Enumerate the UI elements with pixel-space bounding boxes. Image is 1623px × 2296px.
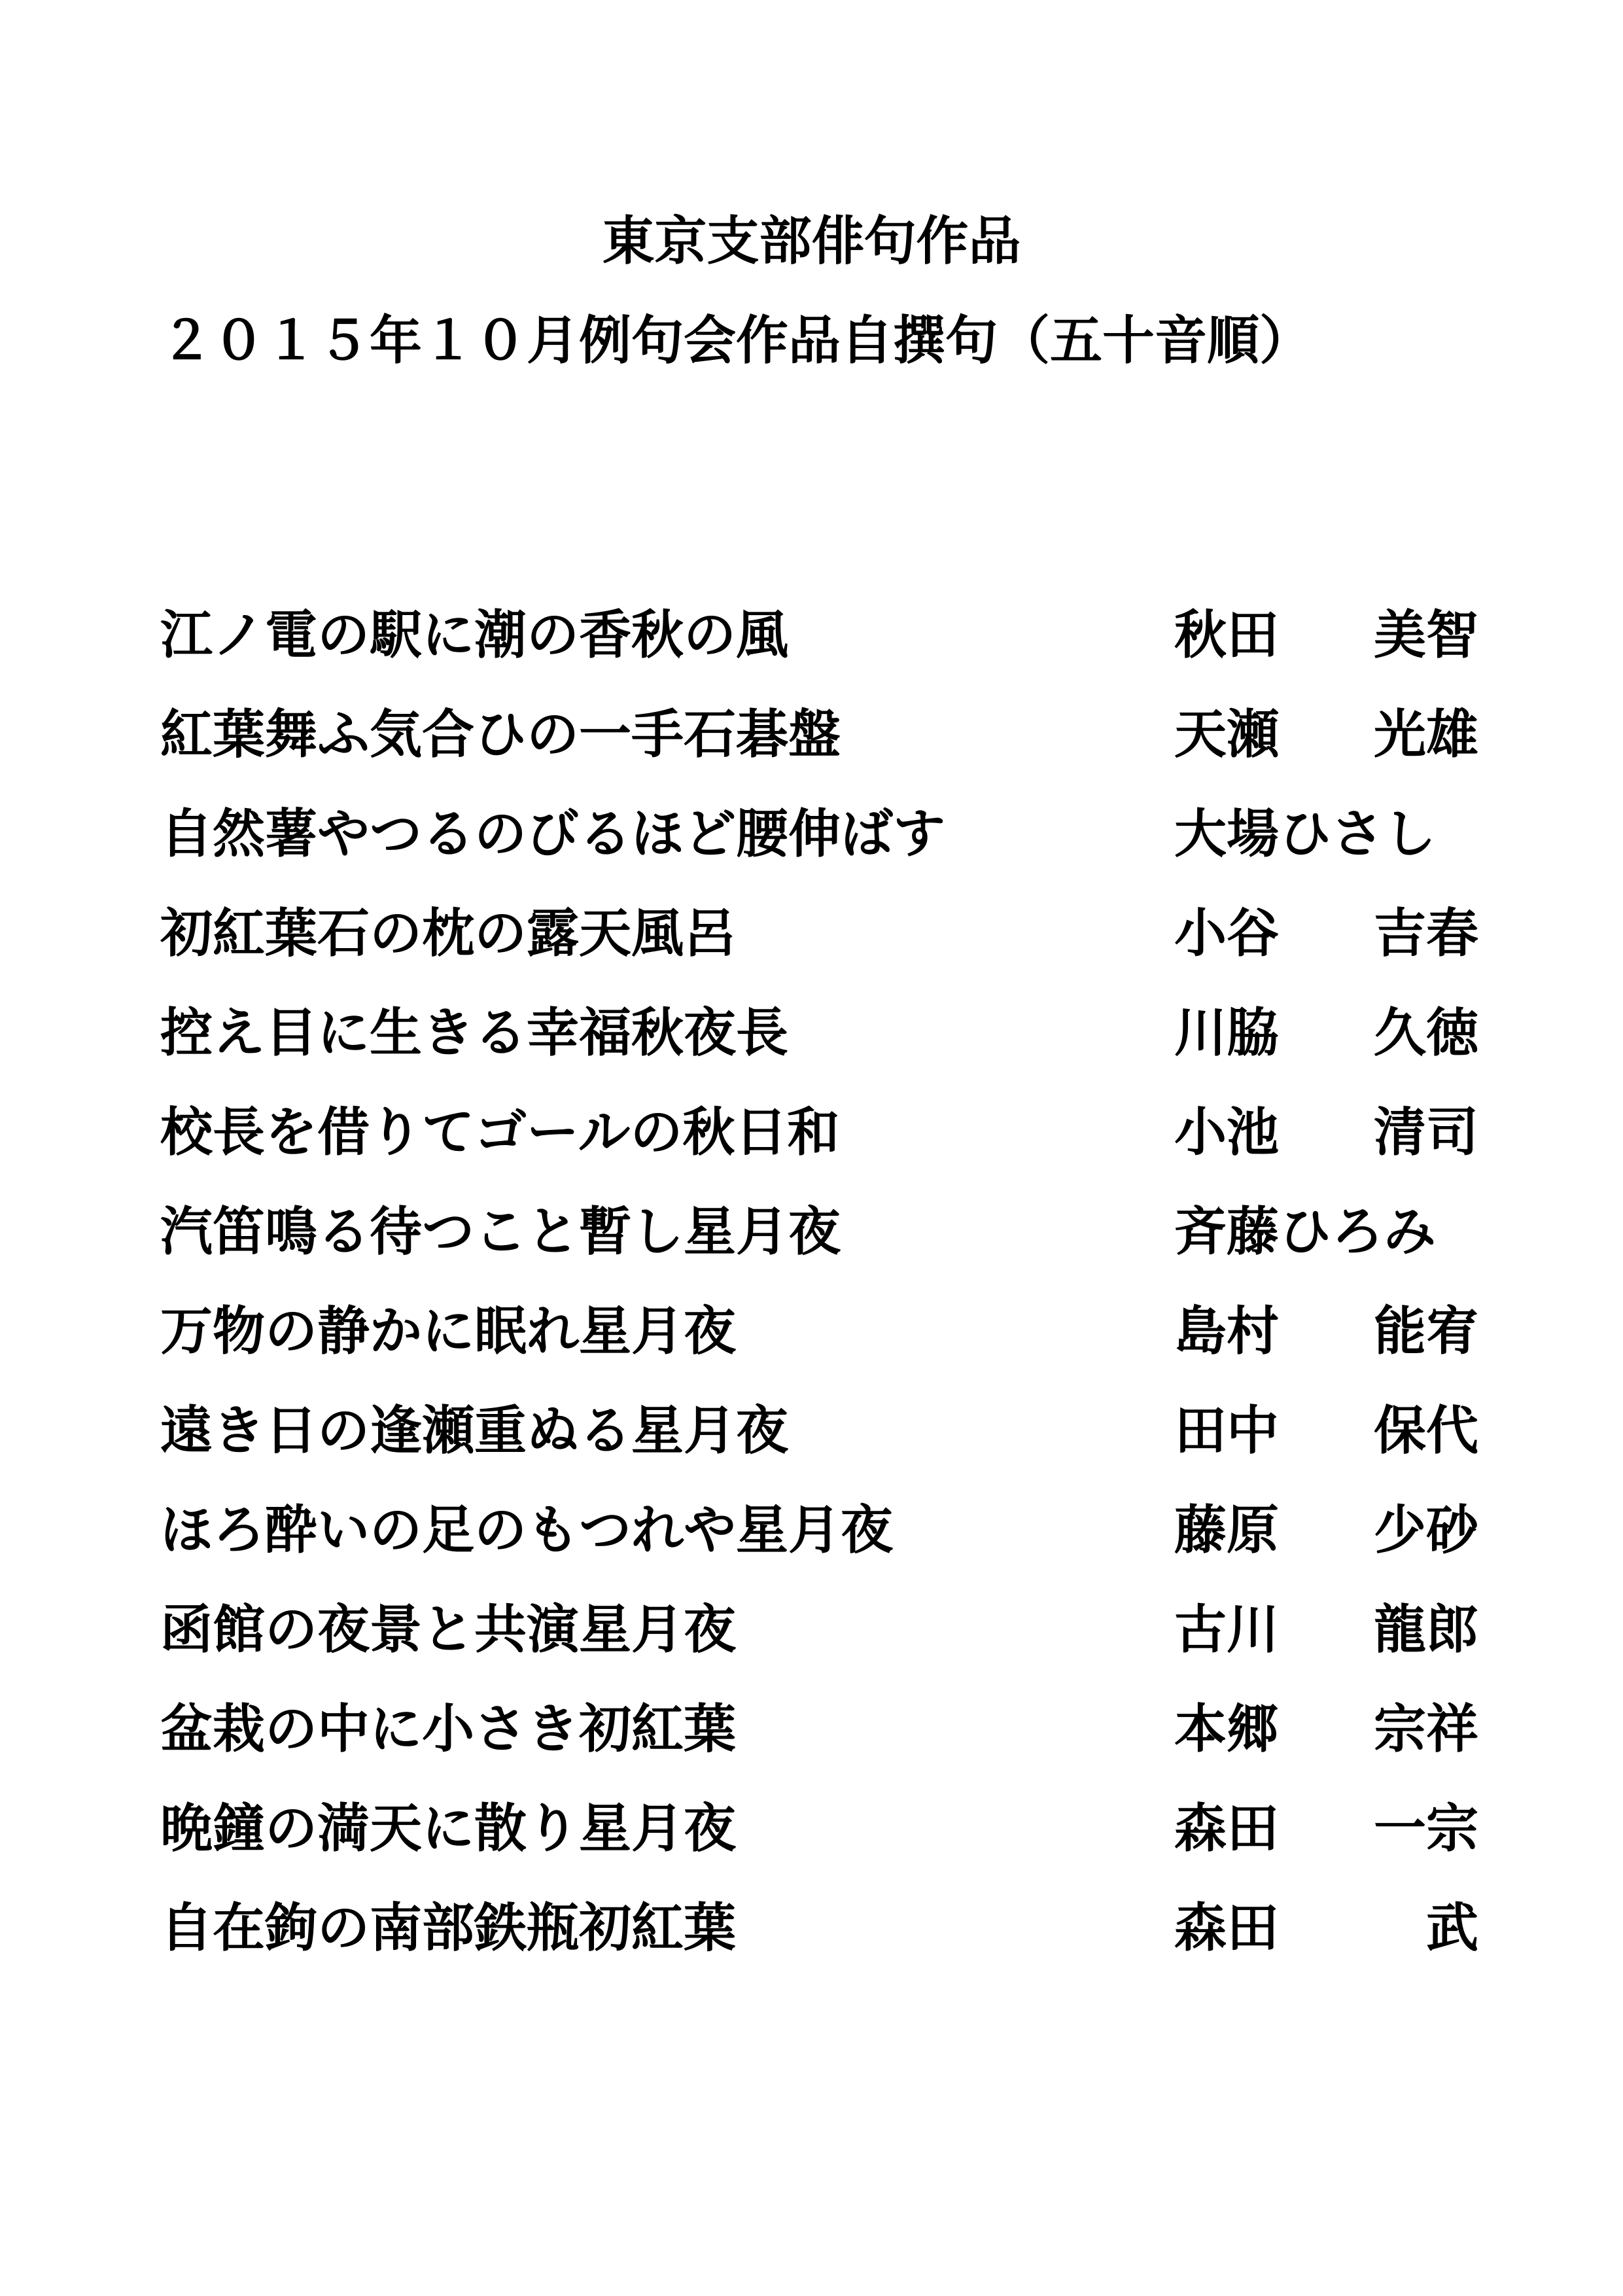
author-given-name: 少砂 [1374, 1499, 1478, 1561]
author-given-name: 一宗 [1374, 1797, 1478, 1859]
haiku-text: 遠き日の逢瀬重ぬる星月夜 [160, 1400, 788, 1461]
author-family-name: 本郷 [1174, 1698, 1279, 1759]
list-item [160, 1497, 1482, 1597]
list-item [160, 701, 1482, 801]
author-name [1174, 1298, 1478, 1364]
author-family-name: 川脇 [1174, 1002, 1279, 1063]
author-family-name: 小谷 [1174, 902, 1279, 964]
author-given-name: 保代 [1374, 1400, 1478, 1461]
author-given-name: 吉春 [1374, 902, 1478, 964]
author-name [1174, 1597, 1478, 1662]
author-given-name: 龍郎 [1374, 1598, 1478, 1660]
haiku-text: 函館の夜景と共演星月夜 [160, 1598, 736, 1660]
haiku-text: 初紅葉石の枕の露天風呂 [160, 902, 736, 964]
author-name [1174, 701, 1478, 767]
author-family-name: 島村 [1174, 1300, 1279, 1362]
haiku-list [160, 602, 1482, 1994]
haiku-text: ほろ酔いの足のもつれや星月夜 [160, 1499, 893, 1561]
author-given-name: 清司 [1374, 1101, 1478, 1163]
author-family-name: 斉藤ひろみ [1174, 1201, 1436, 1262]
author-name [1174, 1497, 1478, 1563]
haiku-text: 校長を借りてゴールの秋日和 [160, 1101, 840, 1163]
author-name [1174, 602, 1478, 667]
haiku-text: 自在鉤の南部鉄瓶初紅葉 [160, 1897, 736, 1958]
author-given-name: 宗祥 [1374, 1698, 1478, 1759]
list-item [160, 1398, 1482, 1497]
page-title: 東京支部俳句作品 [602, 210, 1021, 272]
list-item [160, 1298, 1482, 1398]
author-family-name: 藤原 [1174, 1499, 1279, 1561]
list-item [160, 1795, 1482, 1895]
list-item [160, 1895, 1482, 1994]
haiku-text: 紅葉舞ふ気合ひの一手石碁盤 [160, 703, 841, 765]
author-given-name: 美智 [1374, 604, 1478, 665]
author-name [1174, 1199, 1478, 1264]
haiku-text: 自然薯やつるのびるほど腰伸ばす [160, 803, 945, 864]
list-item [160, 1597, 1482, 1696]
list-item [160, 1696, 1482, 1795]
author-name [1174, 1398, 1478, 1463]
haiku-text: 江ノ電の駅に潮の香秋の風 [160, 604, 788, 665]
list-item [160, 1000, 1482, 1099]
author-family-name: 古川 [1174, 1598, 1279, 1660]
author-given-name: 能宥 [1374, 1300, 1478, 1362]
author-given-name: 久徳 [1374, 1002, 1478, 1063]
list-item [160, 900, 1482, 1000]
author-family-name: 小池 [1174, 1101, 1279, 1163]
haiku-text: 汽笛鳴る待つこと暫し星月夜 [160, 1201, 841, 1262]
haiku-text: 万物の静かに眠れ星月夜 [160, 1300, 736, 1362]
haiku-text: 控え目に生きる幸福秋夜長 [160, 1002, 788, 1063]
author-name [1174, 1795, 1478, 1861]
author-name [1174, 1000, 1478, 1065]
list-item [160, 801, 1482, 900]
author-name [1174, 900, 1478, 966]
author-name [1174, 1696, 1478, 1761]
haiku-text: 盆栽の中に小さき初紅葉 [160, 1698, 736, 1759]
author-given-name: 武 [1426, 1897, 1478, 1958]
author-family-name: 田中 [1174, 1400, 1279, 1461]
author-family-name: 秋田 [1174, 604, 1279, 665]
list-item [160, 1099, 1482, 1199]
author-name [1174, 801, 1478, 866]
page-subtitle: ２０１５年１０月例句会作品自撰句（五十音順） [160, 309, 1312, 371]
author-family-name: 大場ひさし [1174, 803, 1436, 864]
author-family-name: 天瀬 [1174, 703, 1279, 765]
list-item [160, 602, 1482, 701]
author-given-name: 光雄 [1374, 703, 1478, 765]
author-name [1174, 1895, 1478, 1960]
author-name [1174, 1099, 1478, 1165]
author-family-name: 森田 [1174, 1897, 1279, 1958]
haiku-text: 晩鐘の満天に散り星月夜 [160, 1797, 736, 1859]
author-family-name: 森田 [1174, 1797, 1279, 1859]
list-item [160, 1199, 1482, 1298]
